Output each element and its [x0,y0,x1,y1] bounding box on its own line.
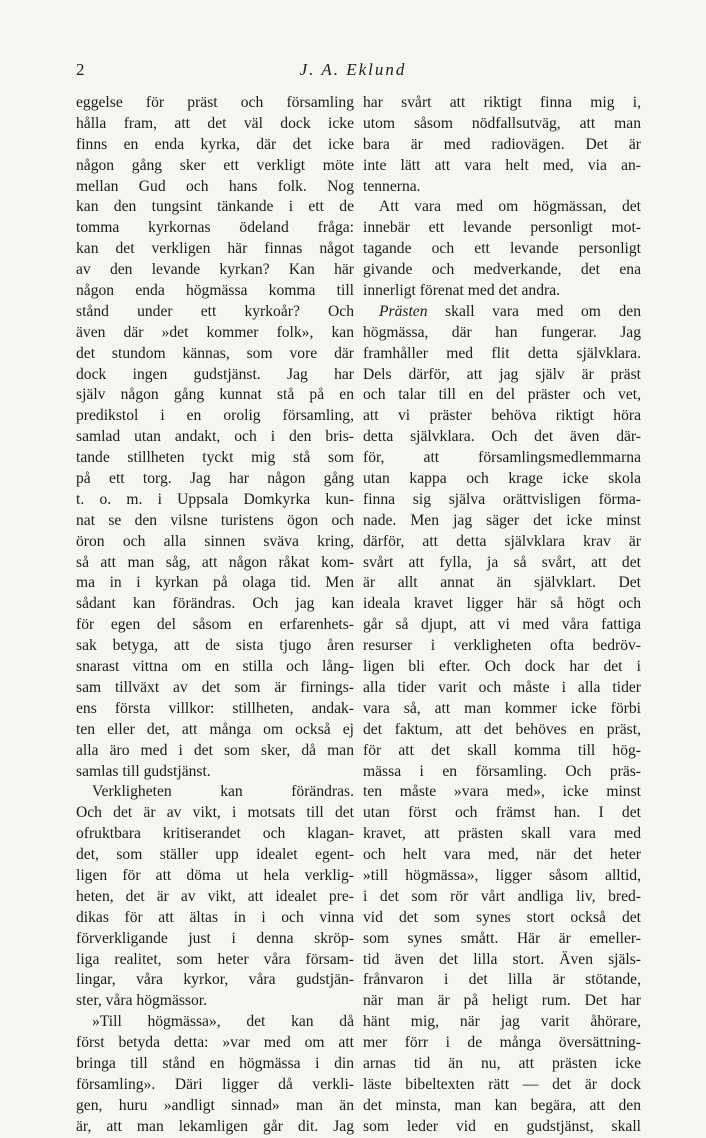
text-line: samlad utan andakt, och i den bris- [76,428,354,446]
text-line: givande och medverkande, det ena [363,261,641,279]
text-line: på ett torg. Jag har någon gång [76,470,354,488]
right-column [363,93,641,1138]
text-line: kravet, att prästen skall vara med [363,825,641,843]
text-line: innerligt förenat med det andra. [363,282,561,300]
text-line: gen, huru »andligt sinnad» man än [76,1096,354,1114]
text-line: att vi präster behöva riktigt höra [363,407,641,425]
text-line: heten, det är av vikt, att idealet pre- [76,887,354,905]
text-line: går så djupt, att vi med våra fattiga [363,616,641,634]
text-line: Att vara med om högmässan, det [379,198,641,216]
text-line: församling». Däri ligger då verkli- [76,1075,354,1093]
text-line: det, som ställer upp idealet egent- [76,846,354,864]
text-line: »Till högmässa», det kan då [92,1013,354,1031]
text-line: först betyda detta: »var med om att [76,1034,354,1052]
text-line: framhåller med flit detta självklara. [363,344,641,362]
text-line: mellan Gud och hans folk. Nog [76,177,354,195]
text-line: sådant kan förändras. Och jag kan [76,595,354,613]
emphasized-word: Prästen [379,302,428,320]
text-line: även där »det kommer folk», kan [76,323,354,341]
text-line: bara är med radiovägen. Det är [363,135,641,153]
text-line: ten måste »vara med», icke minst [363,783,641,801]
text-line: frånvaron i det lilla är stötande, [363,971,641,989]
text-line: det minsta, man kan begära, att den [363,1096,641,1114]
text-line: resurser i verkligheten ofta bedröv- [363,637,641,655]
text-line: alla tider varit och måste i alla tider [363,678,641,696]
running-head: J. A. Eklund [299,60,407,79]
left-column [76,93,354,1138]
text-line: ens första villkor: stillheten, andak- [76,699,354,717]
text-line: mässa i en församling. Och präs- [363,762,641,780]
text-line: Dels därför, att jag själv är präst [363,365,641,383]
text-line: för egen del såsom en erfarenhets- [76,616,354,634]
text-line: tennerna. [363,177,421,195]
text-line: svårt att fylla, ja så svårt, att det [363,553,641,571]
page-number: 2 [76,60,85,79]
text-line: själv någon gång kunnat stå på en [76,386,354,404]
text-line: t. o. m. i Uppsala Domkyrka kun- [76,490,354,508]
text-line: därför, att detta självklara krav är [363,532,641,550]
text-line: dikas för att ältas in i och vinna [76,908,354,926]
text-line: Och det är av vikt, i motsats till det [76,804,354,822]
text-line: högmässa, där han fungerar. Jag [363,323,641,341]
text-line: ligen bli efter. Och dock har det i [363,658,641,676]
text-line: utan först och främst han. I det [363,804,641,822]
text-line: lingar, våra kyrkor, våra gudstjän- [76,971,354,989]
text-line: öron och alla sinnen sväva kring, [76,532,354,550]
text-line: »till högmässa», ligger såsom alltid, [363,866,641,884]
text-line: stånd under ett kyrkoår? Och [76,302,354,320]
text-line: ofruktbara kritiserandet och klagan- [76,825,354,843]
text-line: hålla fram, att det väl dock icke [76,114,354,132]
text-line: vid det som synes stort också det [363,908,641,926]
text-line: arnas tid än nu, att prästen icke [363,1054,641,1072]
text-line: eggelse för präst och församling [76,94,354,111]
text-line: nat se den vilsne turistens ögon och [76,511,354,529]
text-line: och helt vara med, när det heter [363,846,641,864]
text-line: som leder vid en gudstjänst, skall [363,1117,641,1135]
text-line: liga realitet, som heter våra försam- [76,950,354,968]
text-line: förverkligande just i denna skröp- [76,929,354,947]
text-line: när man är på heligt rum. Det har [363,992,641,1010]
text-line: läste bibeltexten rätt — det är dock [363,1075,641,1093]
text-line: snarast vittna om en stilla och lång- [76,658,354,676]
text-line: utom såsom nödfallsutväg, att man [363,114,641,132]
text-line: tomma kyrkornas ödeland fråga: [76,219,354,237]
text-line: vara så, att man kommer icke förbi [363,699,641,717]
text-line: kan den tungsint tänkande i ett de [76,198,354,216]
text-line: tande stillheten tyckt mig stå som [76,449,354,467]
text-line: ideala kravet ligger här så högt och [363,595,641,613]
text-line: predikstol i en orolig församling, [76,407,354,425]
text-line: Verkligheten kan förändras. [92,783,354,801]
text-line: ma in i kyrkan på olaga tid. Men [76,574,354,592]
text-line: mer förr i de många översättning- [363,1034,641,1052]
text-line: kan det verkligen här finnas något [76,240,354,258]
text-line: har svårt att riktigt finna mig i, [363,94,641,111]
text-line: sam tillväxt av det som är firnings- [76,678,354,696]
text-line: sak betyga, att de sista tjugo åren [76,637,354,655]
text-line: dock ingen gudstjänst. Jag har [76,365,354,383]
text-line: finna sig själva orättvisligen förma- [363,490,641,508]
text-line: finns en enda kyrka, där det icke [76,135,354,153]
text-line: nade. Men jag säger det icke minst [363,511,641,529]
text-line: i det som rör vårt andliga liv, bred- [363,887,641,905]
text-line: är, att man lekamligen går dit. Jag [76,1117,354,1135]
text-line: så att man såg, att någon råkat kom- [76,553,354,571]
text-line: samlas till gudstjänst. [76,762,211,780]
text-line: och talar till en del präster och vet, [363,386,641,404]
text-line: ten eller det, att många om också ej [76,720,354,738]
text-line: inte lätt att vara helt med, via an- [363,156,641,174]
text-line: utan kappa och krage icke skola [363,470,641,488]
text-line: det stundom kännas, som vore där [76,344,354,362]
text-line: någon enda högmässa komma till [76,282,354,300]
text-line: av den levande kyrkan? Kan här [76,261,354,279]
text-line: hänt mig, när jag varit åhörare, [363,1013,641,1031]
text-line: bringa till stånd en högmässa i din [76,1054,354,1072]
text-line: som synes smått. Här är emeller- [363,929,641,947]
text-line: alla äro med i det som sker, då man [76,741,354,759]
text-line: för att det skall komma till hög- [363,741,641,759]
text-line: någon gång sker ett verkligt möte [76,156,354,174]
text-line: ligen för att döma ut hela verklig- [76,866,354,884]
text-line: för, att församlingsmedlemmarna [363,449,641,467]
text-line [363,302,641,323]
text-line: ster, våra högmässor. [76,992,208,1010]
text-line: innebär ett levande personligt mot- [363,219,641,237]
text-line: tid även det lilla stort. Även själs- [363,950,641,968]
text-line: är allt annat än självklart. Det [363,574,641,592]
line-text: skall vara med om den [427,302,641,320]
text-line: det faktum, att det behöves en präst, [363,720,641,738]
text-line: tagande och ett levande personligt [363,240,641,258]
text-line: detta självklara. Och det även där- [363,428,641,446]
